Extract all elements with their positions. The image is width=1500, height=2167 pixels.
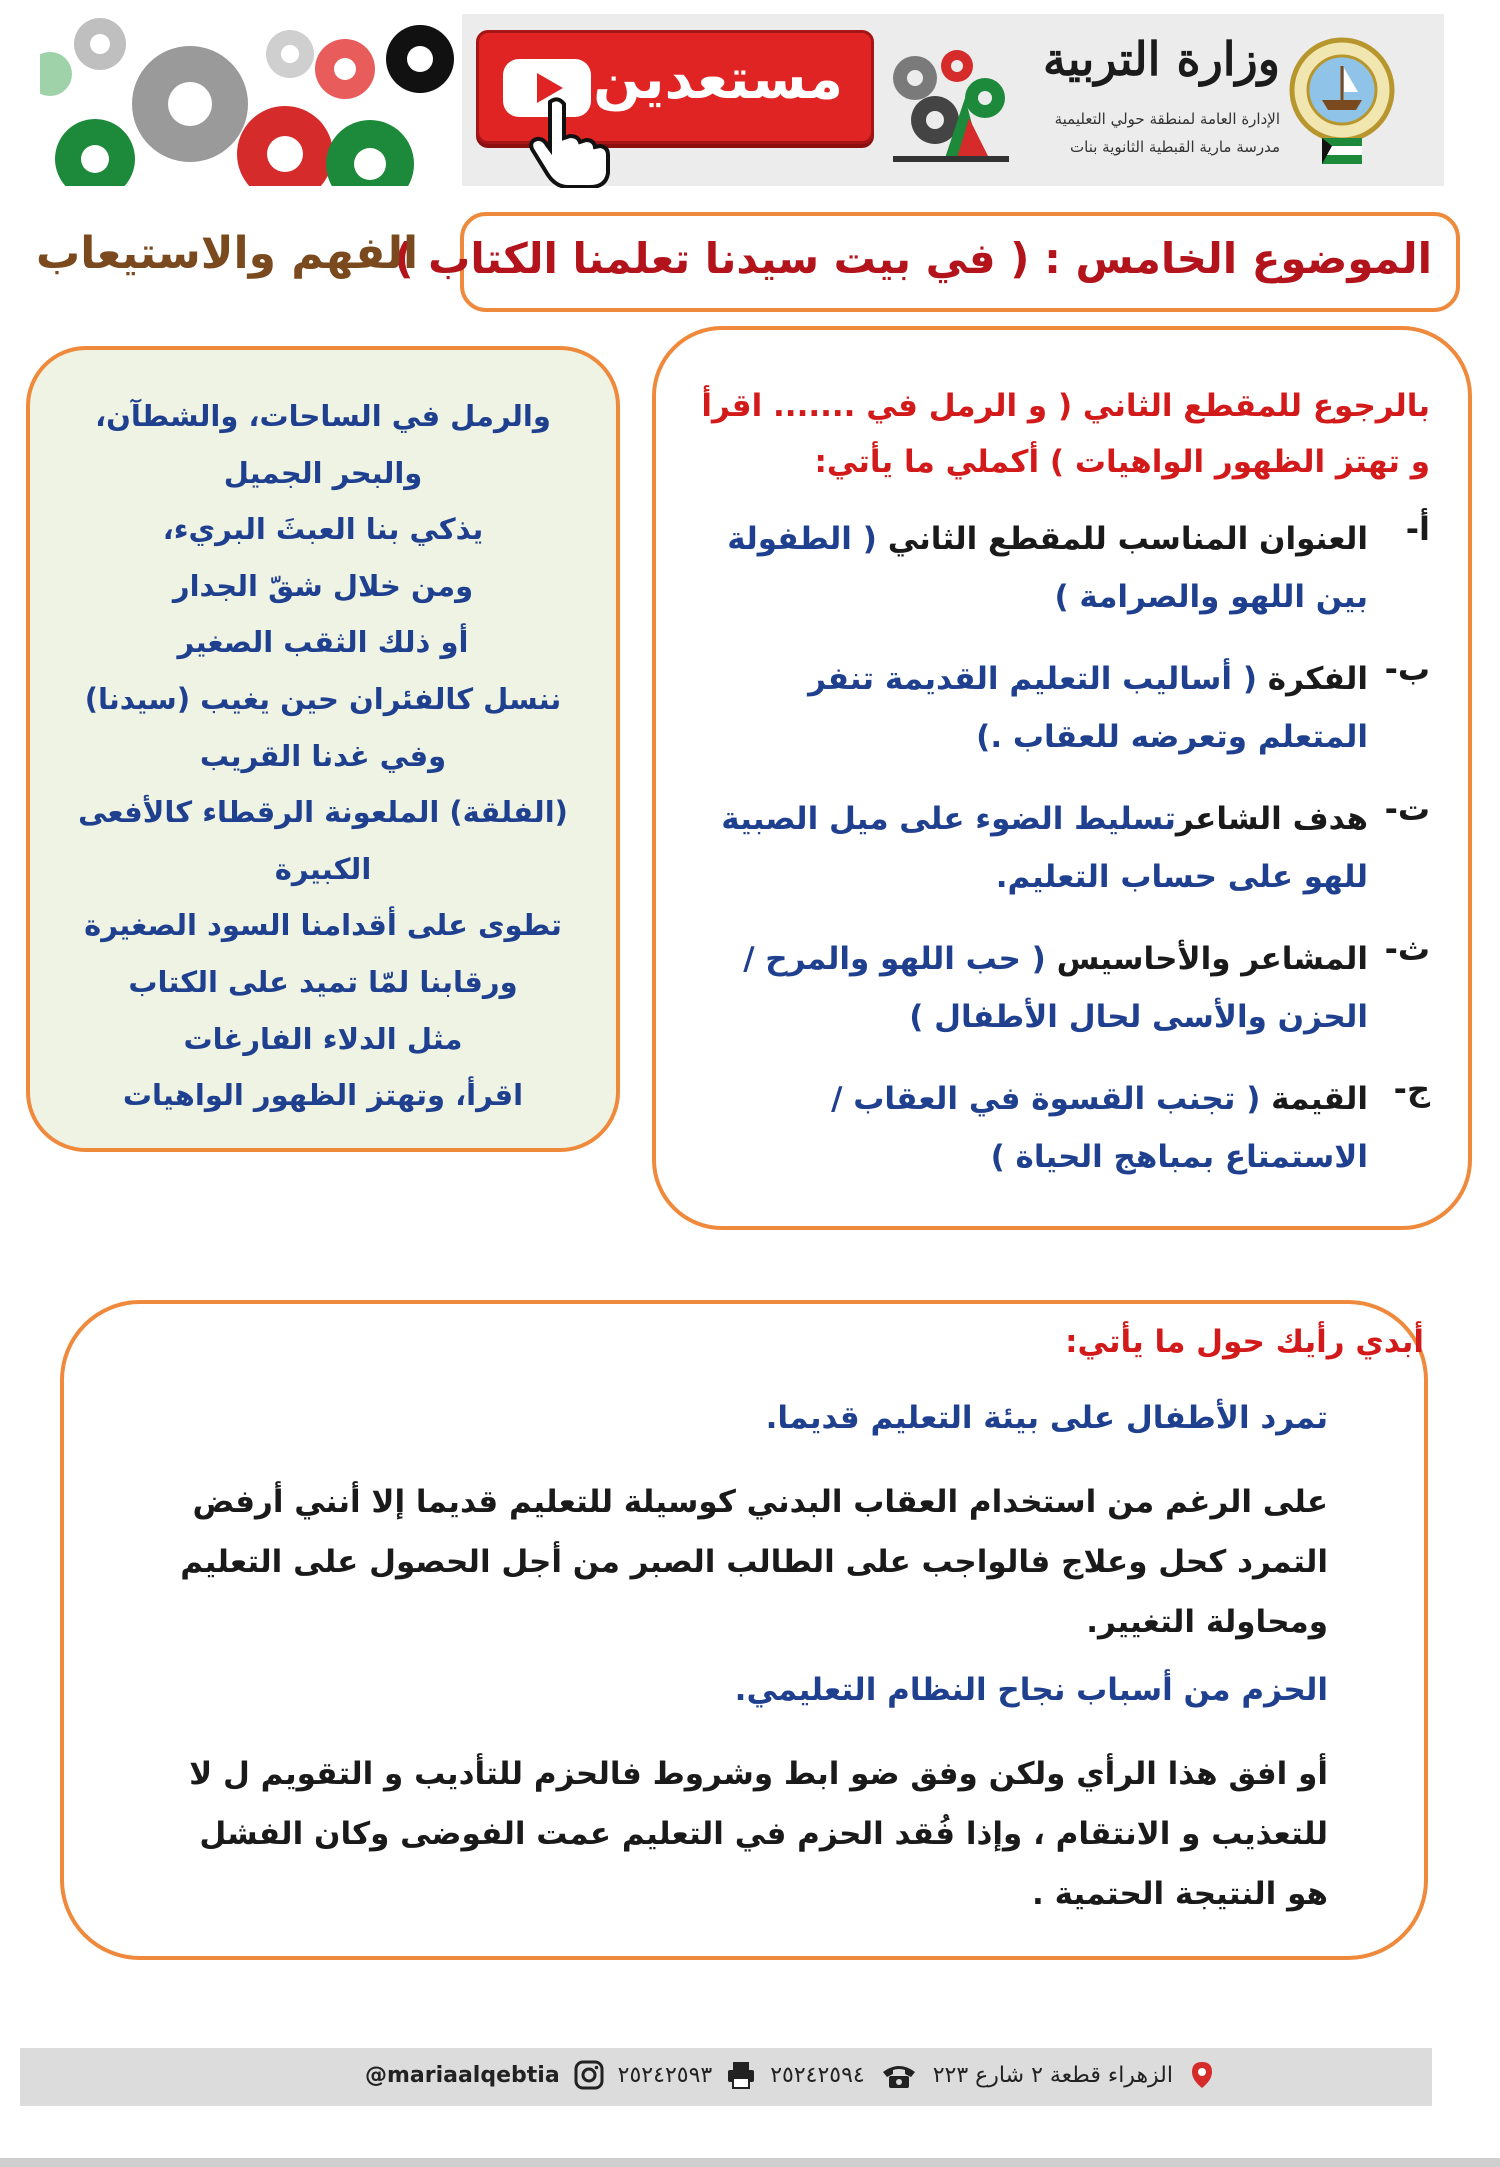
question-item [690,790,1430,906]
question-marker: ب- [1384,650,1430,688]
poem-line: وفي غدنا القريب [199,738,447,773]
poem-line: أو ذلك الثقب الصغير [177,625,469,660]
questions-box [652,326,1472,1230]
section-label: الفهم والاستيعاب [36,228,419,279]
question-answer: ( حب اللهو والمرح / الحزن والأسى لحال الأطفال ) [743,941,1368,1035]
footer-bar [20,2048,1432,2106]
question-marker: ج- [1393,1070,1430,1108]
opinion-title: أبدي رأيك حول ما يأتي: [1065,1324,1424,1360]
question-answer: ( تجنب القسوة في العقاب / الاستمتاع بمباهج الحياة ) [831,1081,1368,1175]
subscribe-label: مستعدين [593,47,843,112]
lesson-title-box [394,212,1460,312]
hand-cursor-icon [520,92,610,188]
footer-fax: ٢٥٢٤٢٥٩٣ [617,2062,713,2088]
opinion-question-1: تمرد الأطفال على بيئة التعليم قديما. [765,1400,1328,1436]
question-item [690,930,1430,1046]
question-item [690,1070,1430,1186]
question-label: المشاعر والأحاسيس [1056,941,1368,977]
question-answer: تسليط الضوء على ميل الصبية للهو على حساب التعليم. [721,801,1368,895]
poem-line: مثل الدلاء الفارغات [183,1021,463,1056]
footer-phone: ٢٥٢٤٢٥٩٤ [770,2062,865,2088]
question-marker: أ- [1405,510,1430,548]
question-answer: ( الطفولة بين اللهو والصرامة ) [727,521,1368,615]
poem-line: ننسل كالفئران حين يغيب (سيدنا) [84,681,562,716]
poem-line: تطوى على أقدامنا السود الصغيرة [84,908,562,943]
poem-excerpt-box [26,346,620,1152]
lesson-title: الموضوع الخامس : ( في بيت سيدنا تعلمنا الكتاب ) [394,234,1432,283]
question-label: هدف الشاعر [1175,801,1368,837]
poem-line: يذكي بنا العبثَ البريء، [162,512,484,547]
questions-intro: بالرجوع للمقطع الثاني ( و الرمل في ....... اقرأ و تهتز الظهور الواهيات ) أكملي ما يأتي: [701,388,1430,480]
footer-contacts [365,2060,1217,2090]
poem-lines [48,388,598,1124]
opinion-answer-1: على الرغم من استخدام العقاب البدني كوسيلة للتعليم قديما إلا أنني أرفض التمرد كحل وعلاج فالواجب على الطالب الصبر من أجل الحصول على التعليم ومحاولة التغيير. [180,1484,1328,1640]
question-marker: ث- [1384,930,1430,968]
phone-icon [879,2060,919,2090]
ministry-subtitle-school: مدرسة مارية القبطية الثانوية بنات [1070,138,1280,156]
ministry-subtitle-area: الإدارة العامة لمنطقة حولي التعليمية [1054,110,1280,128]
poem-line: الكبيرة [274,851,372,886]
poem-line: اقرأ، وتهتز الظهور الواهيات [122,1078,524,1113]
poem-line: ورقابنا لمّا تميد على الكتاب [128,964,518,999]
instagram-icon [574,2060,604,2090]
question-answer: ( أساليب التعليم القديمة تنفر المتعلم وتعرضه للعقاب .) [808,661,1368,755]
question-label: القيمة [1271,1081,1368,1117]
question-label: الفكرة [1267,661,1368,697]
poem-line: (الفلقة) الملعونة الرقطاء كالأفعى [78,795,568,830]
poem-line: والبحر الجميل [223,455,423,490]
footer-address: الزهراء قطعة ٢ شارع ٢٢٣ [932,2062,1173,2088]
fax-icon [726,2060,756,2090]
footer-instagram[interactable]: @mariaalqebtia [364,2062,560,2088]
page-bottom-divider [0,2158,1500,2167]
ministry-heading [880,24,1420,174]
kuwait-emblem-icon [1286,30,1398,168]
poem-line: ومن خلال شقّ الجدار [172,568,474,603]
opinion-answer-2: أو افق هذا الرأي ولكن وفق ضو ابط وشروط فالحزم للتأديب و التقويم ل لا للتعذيب و الانتقام ، وإذا فُقد الحزم في التعليم عمت الفوضى وكان الفشل هو النتيجة الحتمية . [189,1756,1328,1912]
opinion-question-2: الحزم من أسباب نجاح النظام التعليمي. [734,1672,1328,1708]
poem-line: والرمل في الساحات، والشطآن، [95,399,551,433]
location-pin-icon [1187,2060,1217,2090]
question-marker: ت- [1384,790,1430,828]
question-label: العنوان المناسب للمقطع الثاني [887,521,1368,557]
gears-decoration-icon [40,14,460,186]
opinion-box [60,1300,1428,1960]
question-item [690,650,1430,766]
ministry-title: وزارة التربية [1043,32,1280,86]
question-item [690,510,1430,626]
